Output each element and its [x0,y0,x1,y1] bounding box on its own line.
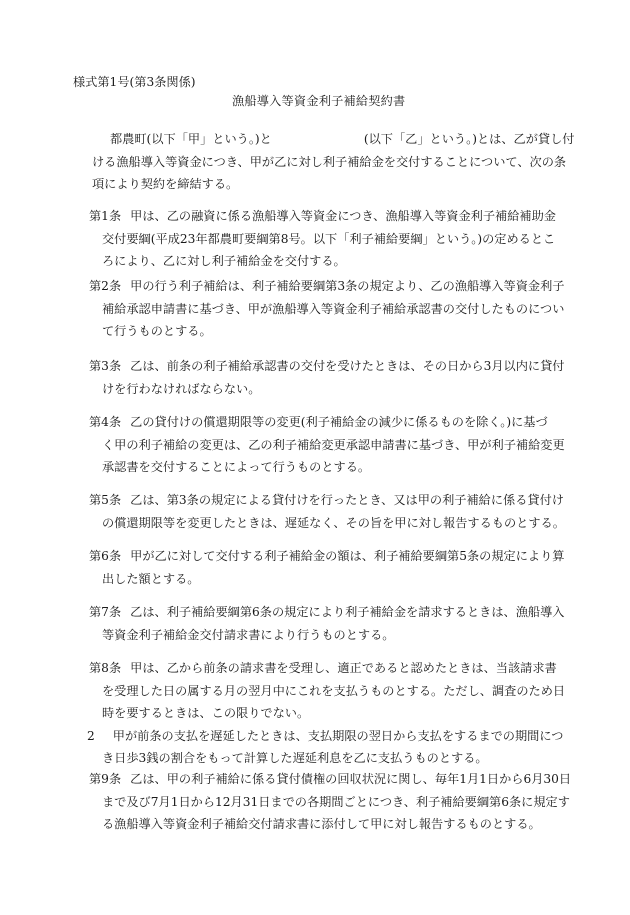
article-3 [89,355,564,400]
article-4-line2: く甲の利子補給の変更は、乙の利子補給変更承認申請書に基づき、甲が利子補給変更 [102,437,565,452]
article-8-paragraph-2-line2: き日歩3銭の割合をもって計算した遅延利息を乙に支払うものとする。 [102,751,488,765]
article-2 [89,275,564,343]
article-7-line2: 等資金利子補給金交付請求書により行うものとする。 [102,627,395,642]
article-1-line1: 甲は、乙の融資に係る漁船導入等資金につき、漁船導入等資金利子補給補助金 [130,209,556,223]
article-8-line2: を受理した日の属する月の翌月中にこれを支払うものとする。ただし、調査のため日 [102,683,566,698]
article-5 [89,489,564,534]
article-9-line3: る漁船導入等資金利子補給交付請求書に添付して甲に対し報告するものとする。 [102,817,541,831]
article-2-line2: 補給承認申請書に基づき、甲が漁船導入等資金利子補給承認書の交付したものについ [102,301,565,316]
article-1 [89,205,564,273]
article-1-heading: 第1条 [89,209,122,223]
article-5-line2: の償還期限等を変更したときは、遅延なく、その旨を甲に対し報告するものとする。 [102,515,565,530]
preamble [92,128,575,196]
document-title: 漁船導入等資金利子補給契約書 [232,94,406,108]
preamble-line3: 項により契約を締結する。 [92,177,239,191]
article-8-heading: 第8条 [89,661,122,675]
article-3-line2: けを行わなければならない。 [102,381,261,396]
article-8 [89,657,564,770]
article-5-line1: 乙は、第3条の規定による貸付けを行ったとき、又は甲の利子補給に係る貸付け [130,493,564,507]
article-4-line1: 乙の貸付けの償還期限等の変更(利子補給金の減少に係るものを除く。)に基づ [130,415,548,429]
article-9-heading: 第9条 [89,772,122,786]
article-1-line3: ろにより、乙に対し利子補給金を交付する。 [102,254,346,268]
article-5-heading: 第5条 [89,493,122,507]
article-9 [89,768,572,836]
article-4-line3: 承認書を交付することによって行うものとする。 [102,460,371,474]
article-6-line1: 甲が乙に対して交付する利子補給金の額は、利子補給要綱第5条の規定により算 [130,549,565,563]
preamble-part2: (以下「乙」という。)とは、乙が貸し付 [363,132,575,146]
article-1-line2: 交付要綱(平成23年都農町要綱第8号。以下「利子補給要綱」という。)の定めるとこ [102,231,556,246]
article-8-paragraph-2-number: 2 [87,728,95,743]
article-4-heading: 第4条 [89,415,122,429]
article-2-line3: て行うものとする。 [102,324,212,338]
article-8-line3: 時を要するときは、この限りでない。 [102,706,310,720]
article-7-heading: 第7条 [89,605,122,619]
article-8-line1: 甲は、乙から前条の請求書を受理し、適正であると認めたときは、当該請求書 [130,661,557,675]
article-3-heading: 第3条 [89,359,122,373]
preamble-part1: 都農町(以下「甲」という。)と [110,132,272,146]
article-4 [89,411,564,479]
article-2-line1: 甲の行う利子補給は、利子補給要綱第3条の規定より、乙の漁船導入等資金利子 [130,279,565,293]
article-6 [89,545,564,590]
article-8-paragraph-2-line1: 甲が前条の支払を遅延したときは、支払期限の翌日から支払をするまでの期間につ [112,728,564,743]
article-2-heading: 第2条 [89,279,122,293]
article-9-line1: 乙は、甲の利子補給に係る貸付債権の回収状況に関し、毎年1月1日から6月30日 [130,772,572,786]
article-6-line2: 出した額とする。 [102,571,200,586]
article-9-line2: まで及び7月1日から12月31日までの各期間ごとにつき、利子補給要綱第6条に規定す [102,794,570,809]
preamble-line2: ける漁船導入等資金につき、甲が乙に対し利子補給金を交付することについて、次の条 [92,154,567,169]
article-6-heading: 第6条 [89,549,122,563]
article-7 [89,601,564,646]
form-label: 様式第1号(第3条関係) [73,75,196,89]
article-3-line1: 乙は、前条の利子補給承認書の交付を受けたときは、その日から3月以内に貸付 [130,359,565,373]
article-7-line1: 乙は、利子補給要綱第6条の規定により利子補給金を請求するときは、漁船導入 [130,605,565,619]
